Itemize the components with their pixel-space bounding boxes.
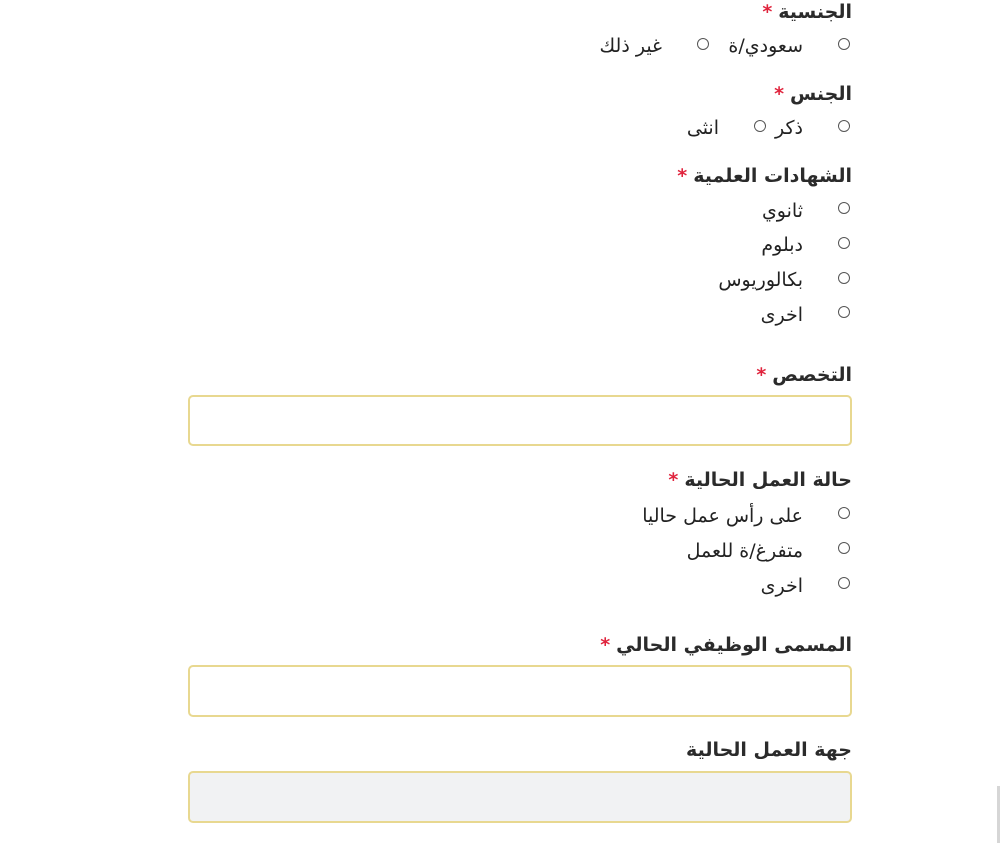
work-status-label-text: حالة العمل الحالية <box>684 469 852 491</box>
specialization-label <box>756 363 852 387</box>
nationality-option-saudi: سعودي/ة <box>728 35 803 57</box>
gender-option-male: ذكر <box>775 117 803 139</box>
specialization-label-text: التخصص <box>772 364 852 386</box>
employer-field <box>188 771 852 823</box>
nationality-radio-other[interactable] <box>697 38 709 50</box>
gender-label <box>774 82 852 106</box>
certificate-option-bachelor: بكالوريوس <box>718 269 803 291</box>
nationality-label-text: الجنسية <box>778 1 852 23</box>
job-title-label-text: المسمى الوظيفي الحالي <box>616 634 852 656</box>
work-status-radio-other[interactable] <box>838 577 850 589</box>
specialization-field <box>188 395 852 446</box>
gender-radio-female[interactable] <box>754 120 766 132</box>
work-status-option-other: اخرى <box>760 575 803 597</box>
required-mark: * <box>668 469 679 491</box>
certificate-option-secondary: ثانوي <box>761 200 803 222</box>
required-mark: * <box>756 364 767 386</box>
certificate-radio-diploma[interactable] <box>838 237 850 249</box>
job-title-field <box>188 665 852 717</box>
work-status-radio-employed[interactable] <box>838 507 850 519</box>
gender-label-text: الجنس <box>790 83 852 105</box>
work-status-radio-available[interactable] <box>838 542 850 554</box>
certificate-option-other: اخرى <box>760 304 803 326</box>
employer-input[interactable] <box>190 773 850 821</box>
certificate-radio-other[interactable] <box>838 306 850 318</box>
employer-label <box>686 738 852 762</box>
certificates-label-text: الشهادات العلمية <box>693 165 852 187</box>
nationality-label <box>762 0 852 24</box>
required-mark: * <box>677 165 688 187</box>
work-status-label <box>668 468 852 492</box>
gender-option-female: انثى <box>686 117 719 139</box>
gender-radio-male[interactable] <box>838 120 850 132</box>
certificate-radio-secondary[interactable] <box>838 202 850 214</box>
work-status-option-available: متفرغ/ة للعمل <box>686 540 803 562</box>
work-status-option-employed: على رأس عمل حاليا <box>642 505 803 527</box>
specialization-input[interactable] <box>190 397 850 444</box>
required-mark: * <box>762 1 773 23</box>
required-mark: * <box>600 634 611 656</box>
nationality-option-other: غير ذلك <box>599 35 662 57</box>
certificate-option-diploma: دبلوم <box>761 234 803 256</box>
certificate-radio-bachelor[interactable] <box>838 272 850 284</box>
job-title-label <box>600 633 852 657</box>
nationality-radio-saudi[interactable] <box>838 38 850 50</box>
job-title-input[interactable] <box>190 667 850 715</box>
employer-label-text: جهة العمل الحالية <box>686 739 852 761</box>
required-mark: * <box>774 83 785 105</box>
certificates-label <box>677 164 852 188</box>
